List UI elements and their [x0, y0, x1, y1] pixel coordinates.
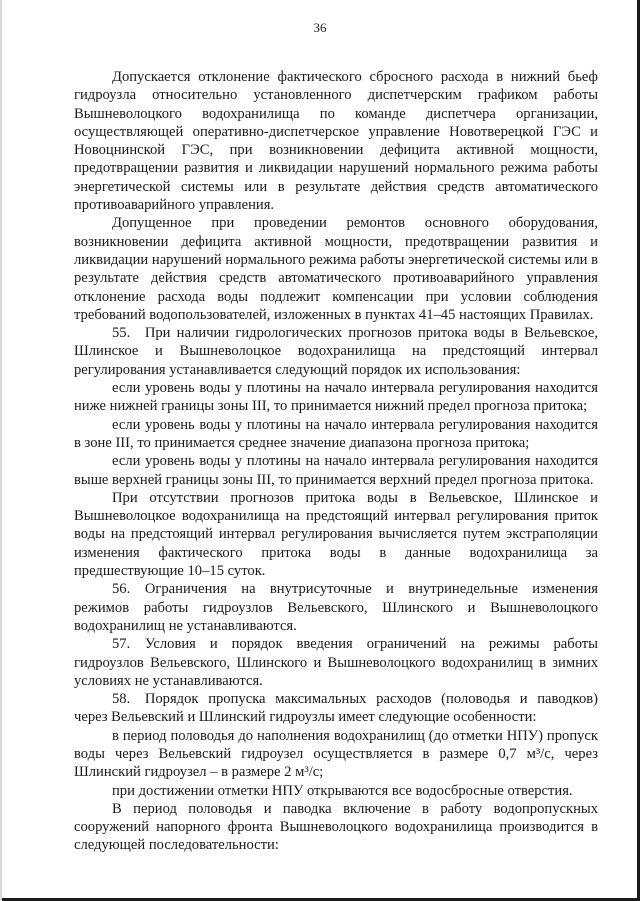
paragraph-1: Допускается отклонение фактического сбросного расхода в нижний бьеф гидроузла относительно установленного диспетчерским графиком работы Вышневолоцкого водохранилища по команде диспетчера организации, осуществляющей оперативно-диспетчерское управление Новотверецкой ГЭС и Новоцнинской ГЭС, при возникновении дефицита активной мощности, предотвращении развития и ликвидации нарушений нормального режима работы энергетической системы или в результате действия средств автоматического противоаварийного управления.: [74, 69, 598, 214]
paragraph-58-flood-period: в период половодья до наполнения водохранилищ (до отметки НПУ) пропуск воды через Вельевский гидроузел осуществляется в размере 0,7 м³/с, через Шлинский гидроузел – в размере 2 м³/с;: [74, 727, 598, 781]
paragraph-55-case-below: если уровень воды у плотины на начало интервала регулирования находится ниже нижней границы зоны III, то принимается нижний предел прогноза притока;: [74, 380, 598, 415]
document-body: [74, 68, 598, 855]
paragraph-57: 57. Условия и порядок введения ограничений на режимы работы гидроузлов Вельевского, Шлинского и Вышневолоцкого водохранилищ в зимних условиях не устанавливаются.: [74, 636, 598, 689]
paragraph-55: 55. При наличии гидрологических прогнозов притока воды в Вельевское, Шлинское и Вышневолоцкое водохранилища на предстоящий интервал регулирования устанавливается следующий порядок их использования:: [74, 325, 598, 378]
paragraph-58: 58. Порядок пропуска максимальных расходов (половодья и паводков) через Вельевский и Шлинский гидроузлы имеет следующие особенности:: [74, 691, 598, 726]
paragraph-no-forecast: При отсутствии прогнозов притока воды в Вельевское, Шлинское и Вышневолоцкое водохранилища на предстоящий интервал регулирования приток воды на предстоящий интервал регулирования вычисляется путем экстраполяции изменения фактического притока воды в данные водохранилища за предшествующие 10–15 суток.: [74, 489, 598, 580]
page-number: 36: [313, 20, 327, 35]
paragraph-55-case-within: если уровень воды у плотины на начало интервала регулирования находится в зоне III, то принимается среднее значение диапазона прогноза притока;: [74, 416, 598, 451]
paragraph-2: Допущенное при проведении ремонтов основного оборудования, возникновении дефицита активной мощности, предотвращении развития и ликвидации нарушений нормального режима работы энергетической системы или в результате действия средств автоматического противоаварийного управления отклонение расхода воды подлежит компенсации при условии соблюдения требований водопользователей, изложенных в пунктах 41–45 настоящих Правилах.: [74, 215, 598, 323]
scan-edge: [0, 0, 2, 901]
paragraph-56: 56. Ограничения на внутрисуточные и внутринедельные изменения режимов работы гидроузлов Вельевского, Шлинского и Вышневолоцкого водохранилищ не устанавливаются.: [74, 581, 598, 634]
paragraph-58-sequence: В период половодья и паводка включение в работу водопропускных сооружений напорного фронта Вышневолоцкого водохранилища производится в следующей последовательности:: [74, 800, 598, 854]
paragraph-58-npu-reached: при достижении отметки НПУ открываются все водосбросные отверстия.: [112, 782, 573, 799]
paragraph-55-case-above: если уровень воды у плотины на начало интервала регулирования находится выше верхней границы зоны III, то принимается верхний предел прогноза притока.: [74, 453, 598, 488]
